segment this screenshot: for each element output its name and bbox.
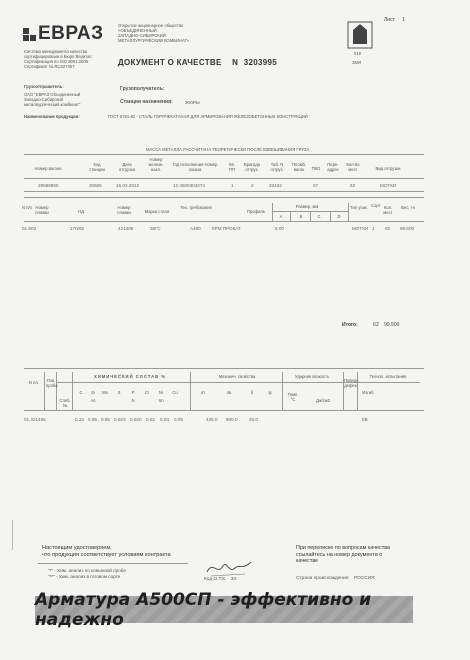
product-label: Наименование продукции: xyxy=(24,114,80,119)
th-weight: Вес, тн xyxy=(401,205,415,210)
station-label: Станция назначения: xyxy=(120,99,173,105)
sheet-number: 1 xyxy=(402,17,406,23)
signature-icon xyxy=(205,556,253,578)
correspondence-note: При переписке по вопросам качества ссылайтесь на номер документа о качестве xyxy=(296,545,390,565)
th-profile: Профиль xyxy=(246,209,266,214)
th-sort: Сорт xyxy=(371,203,381,208)
evraz-logo xyxy=(22,24,112,44)
th-readdress: Пере-адрес xyxy=(327,162,339,172)
quality-mark xyxy=(345,18,375,66)
station-value: ЖЮРЫ xyxy=(185,100,200,105)
chem-title: ХИМИЧЕСКИЙ СОСТАВ % xyxy=(93,374,167,379)
country-of-origin: Страна происхождения: РОССИЯ xyxy=(296,576,375,581)
doc-number: 3203995 xyxy=(243,58,277,67)
certify-statement: Настоящим удостоверяем, что продукция соответствует условиям контракта xyxy=(42,545,171,558)
impact-title: Ударная вязкость xyxy=(294,374,330,379)
th-nd: НД xyxy=(78,209,84,214)
totals-weight: 99.500 xyxy=(384,322,400,328)
th-seal: Пломб. вагон xyxy=(291,162,307,172)
certification-block: Система менеджмента качества сертифицирована в Бюро Веритас Сертификация по ISO 9001:2008 Сертификат № RU227057 xyxy=(24,49,92,69)
sheet-label: Лист 1 xyxy=(384,17,406,23)
mech-title: Механич. свойства xyxy=(218,374,256,379)
quality-mark-bottom: ЗМИ xyxy=(352,60,362,65)
shipper-name: ОАО "ЕВРАЗ Объединенный Западно-Сибирский металлургический комбинат" xyxy=(24,92,81,107)
th-places2: Кол. мест xyxy=(383,205,393,215)
th-ship-type: Вид отгрузки xyxy=(375,166,401,171)
th-crew: Бригада отгруз. xyxy=(244,162,260,172)
consignee-label: Грузополучатель: xyxy=(120,86,165,92)
th-size: Размер, мм xyxy=(295,204,319,209)
th-order: Год исполнения Номер заказа xyxy=(172,162,218,172)
tech-title: Технол. испытания xyxy=(369,374,407,379)
th-heat: Номер плавки xyxy=(35,205,49,215)
th-item-no: N п/п xyxy=(22,205,32,210)
totals-places: 62 xyxy=(373,322,379,328)
brand-name: ЕВРАЗ xyxy=(38,23,104,44)
th-heat-no: Номер плавки xyxy=(117,205,131,215)
weight-caption: МАССА МЕТАЛЛА РАССЧИТАНА ТЕОРЕТИЧЕСКИ ПОСЛЕ ВЗВЕШИВАНИЯ ГРУЗА xyxy=(146,147,310,152)
th-places: Кол-во мест xyxy=(346,162,360,172)
th-quarter: Кв. ПП xyxy=(228,162,236,172)
totals: Итого: 62 99.500 xyxy=(342,322,400,328)
th-ship-date: Дата отгрузки xyxy=(118,162,136,172)
product-value: ГОСТ 5781-82 - СТАЛЬ ГОРЯЧЕКАТАНАЯ ДЛЯ АРМИРОВАНИЯ ЖЕЛЕЗОБЕТОННЫХ КОНСТРУКЦИЙ xyxy=(108,114,308,119)
th-tech-req: Тех. требования xyxy=(180,205,212,210)
th-rail-invoice: Номер железн. накл. xyxy=(148,157,164,172)
quality-mark-code: 018 xyxy=(354,51,361,56)
th-pko: ПКО xyxy=(311,166,321,171)
th-station-code: Код станции xyxy=(89,162,105,172)
th-wagon: Номер вагона xyxy=(34,166,62,171)
doc-title: ДОКУМЕНТ О КАЧЕСТВЕ N 3203995 xyxy=(118,58,277,67)
quality-mark-icon xyxy=(345,18,375,66)
th-pack-type: Тип упак. xyxy=(350,205,368,210)
shipper-label: Грузоотправитель: xyxy=(24,84,64,89)
th-steel-grade: Марка стали xyxy=(144,209,170,214)
promo-banner-text: Арматура А500СП - эффективно и надежно xyxy=(35,589,372,630)
otk-code: Код О.Т.К. 34 xyxy=(204,577,237,582)
company-name-block: Открытое акционерное общество «ОБЪЕДИНЕННЫЙ ЗАПАДНО-СИБИРСКИЙ МЕТАЛЛУРГИЧЕСКИЙ КОМБИНАТ» xyxy=(118,23,190,43)
logo-grid-icon xyxy=(22,27,38,41)
promo-banner xyxy=(35,589,413,630)
th-tab-no: Таб. N отгруз. xyxy=(270,162,284,172)
analysis-notes: "*" - Хим. анализ по ковшевой пробе "**" - Хим. анализ в готовом сорте xyxy=(48,568,126,579)
